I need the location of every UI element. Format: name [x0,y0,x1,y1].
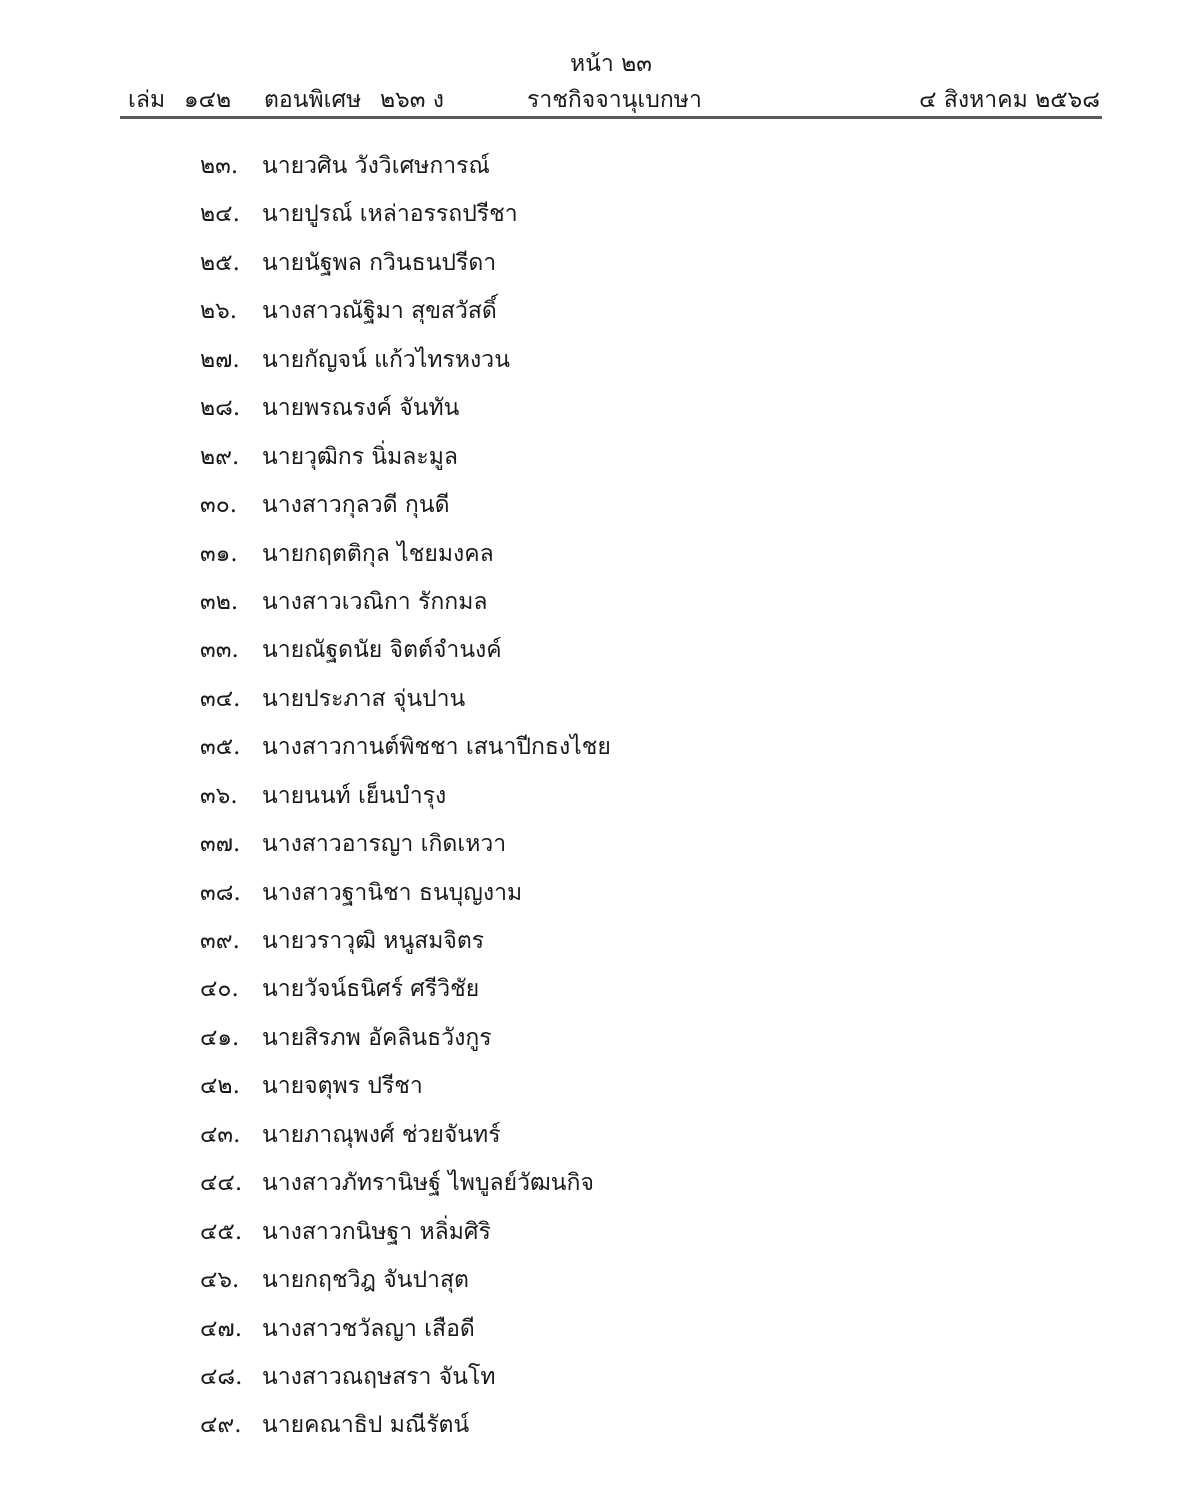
person-name: นางสาวกนิษฐา หลิ่มศิริ [262,1218,491,1245]
item-number: ๓๗. [200,831,241,858]
gazette-name: ราชกิจจานุเบกษา [527,87,702,113]
list-item [200,1165,611,1213]
name-list [200,148,611,1456]
list-item [200,342,611,390]
person-name: นางสาวเวณิกา รักกมล [262,588,488,615]
list-item [200,487,611,535]
list-item [200,971,611,1019]
person-name: นายวราวุฒิ หนูสมจิตร [262,928,485,954]
list-item [200,196,611,244]
item-number: ๓๑. [200,540,238,567]
person-name: นายนัฐพล กวินธนปรีดา [262,249,497,276]
list-item [200,1068,611,1116]
list-item [200,439,611,487]
list-item [200,681,611,729]
person-name: นายภาณุพงศ์ ช่วยจันทร์ [262,1121,501,1148]
list-item [200,245,611,293]
section-label: ตอนพิเศษ [264,87,362,113]
person-name: นางสาวกุลวดี กุนดี [262,492,450,519]
person-name: นายสิรภพ อัคลินธวังกูร [262,1024,492,1051]
person-name: นายพรณรงค์ จันทัน [262,395,460,422]
item-number: ๔๑. [200,1024,240,1051]
list-item [200,1214,611,1262]
item-number: ๒๘. [200,395,241,422]
item-number: ๓๔. [200,685,241,712]
item-number: ๒๗. [200,346,240,373]
item-number: ๒๙. [200,443,240,470]
person-name: นายปูรณ์ เหล่าอรรถปรีชา [262,201,518,228]
person-name: นายกฤชวิฎ จันปาสุต [262,1267,469,1294]
list-item [200,826,611,874]
item-number: ๔๒. [200,1073,240,1100]
item-number: ๒๖. [200,298,238,325]
list-item [200,584,611,632]
list-item [200,1020,611,1068]
item-number: ๔๐. [200,976,239,1003]
person-name: นายกัญจน์ แก้วไทรหงวน [262,346,510,373]
list-item [200,148,611,196]
list-item [200,1359,611,1407]
person-name: นายคณาธิป มณีรัตน์ [262,1412,470,1439]
item-number: ๓๐. [200,492,238,519]
item-number: ๓๘. [200,879,241,906]
gazette-header [122,82,1100,112]
list-item [200,923,611,971]
person-name: นางสาวชวัลญา เสือดี [262,1315,475,1342]
item-number: ๓๓. [200,637,239,664]
person-name: นางสาวอารญา เกิดเหวา [262,831,507,858]
item-number: ๓๙. [200,928,240,954]
person-name: นางสาวภัทรานิษฐ์ ไพบูลย์วัฒนกิจ [262,1170,594,1197]
person-name: นายประภาส จุ่นปาน [262,685,466,712]
section-number: ๒๖๓ ง [380,87,445,113]
item-number: ๔๔. [200,1170,243,1197]
person-name: นายกฤตติกุล ไชยมงคล [262,540,494,567]
item-number: ๓๒. [200,588,239,615]
item-number: ๒๕. [200,249,240,276]
item-number: ๔๓. [200,1121,241,1148]
header-rule [120,116,1102,119]
list-item [200,1407,611,1455]
list-item [200,293,611,341]
volume-label: เล่ม [128,87,166,113]
person-name: นายณัฐดนัย จิตต์จำนงค์ [262,637,502,664]
list-item [200,1262,611,1310]
person-name: นางสาวณฤษสรา จันโท [262,1363,496,1390]
list-item [200,1311,611,1359]
list-item [200,1117,611,1165]
publication-date: ๔ สิงหาคม ๒๕๖๘ [919,87,1100,113]
list-item [200,875,611,923]
item-number: ๔๕. [200,1218,243,1245]
list-item [200,778,611,826]
person-name: นายนนท์ เย็นบำรุง [262,782,447,809]
item-number: ๒๓. [200,153,239,179]
list-item [200,632,611,680]
list-item [200,536,611,584]
person-name: นางสาวกานต์พิชชา เสนาปีกธงไชย [262,734,611,761]
person-name: นายจตุพร ปรีชา [262,1073,423,1100]
list-item [200,729,611,777]
person-name: นางสาวณัฐิมา สุขสวัสดิ์ [262,298,497,325]
volume-number: ๑๔๒ [184,87,232,113]
item-number: ๒๔. [200,201,240,228]
item-number: ๔๘. [200,1363,243,1390]
page-number: หน้า ๒๓ [570,51,652,77]
item-number: ๔๗. [200,1315,243,1342]
item-number: ๓๖. [200,782,238,809]
person-name: นายวุฒิกร นิ่มละมูล [262,443,458,470]
person-name: นายวัจน์ธนิศร์ ศรีวิชัย [262,976,480,1003]
item-number: ๓๕. [200,734,241,761]
person-name: นางสาวฐานิชา ธนบุญงาม [262,879,523,906]
person-name: นายวศิน วังวิเศษการณ์ [262,153,490,179]
list-item [200,390,611,438]
item-number: ๔๙. [200,1412,242,1439]
item-number: ๔๖. [200,1267,240,1294]
